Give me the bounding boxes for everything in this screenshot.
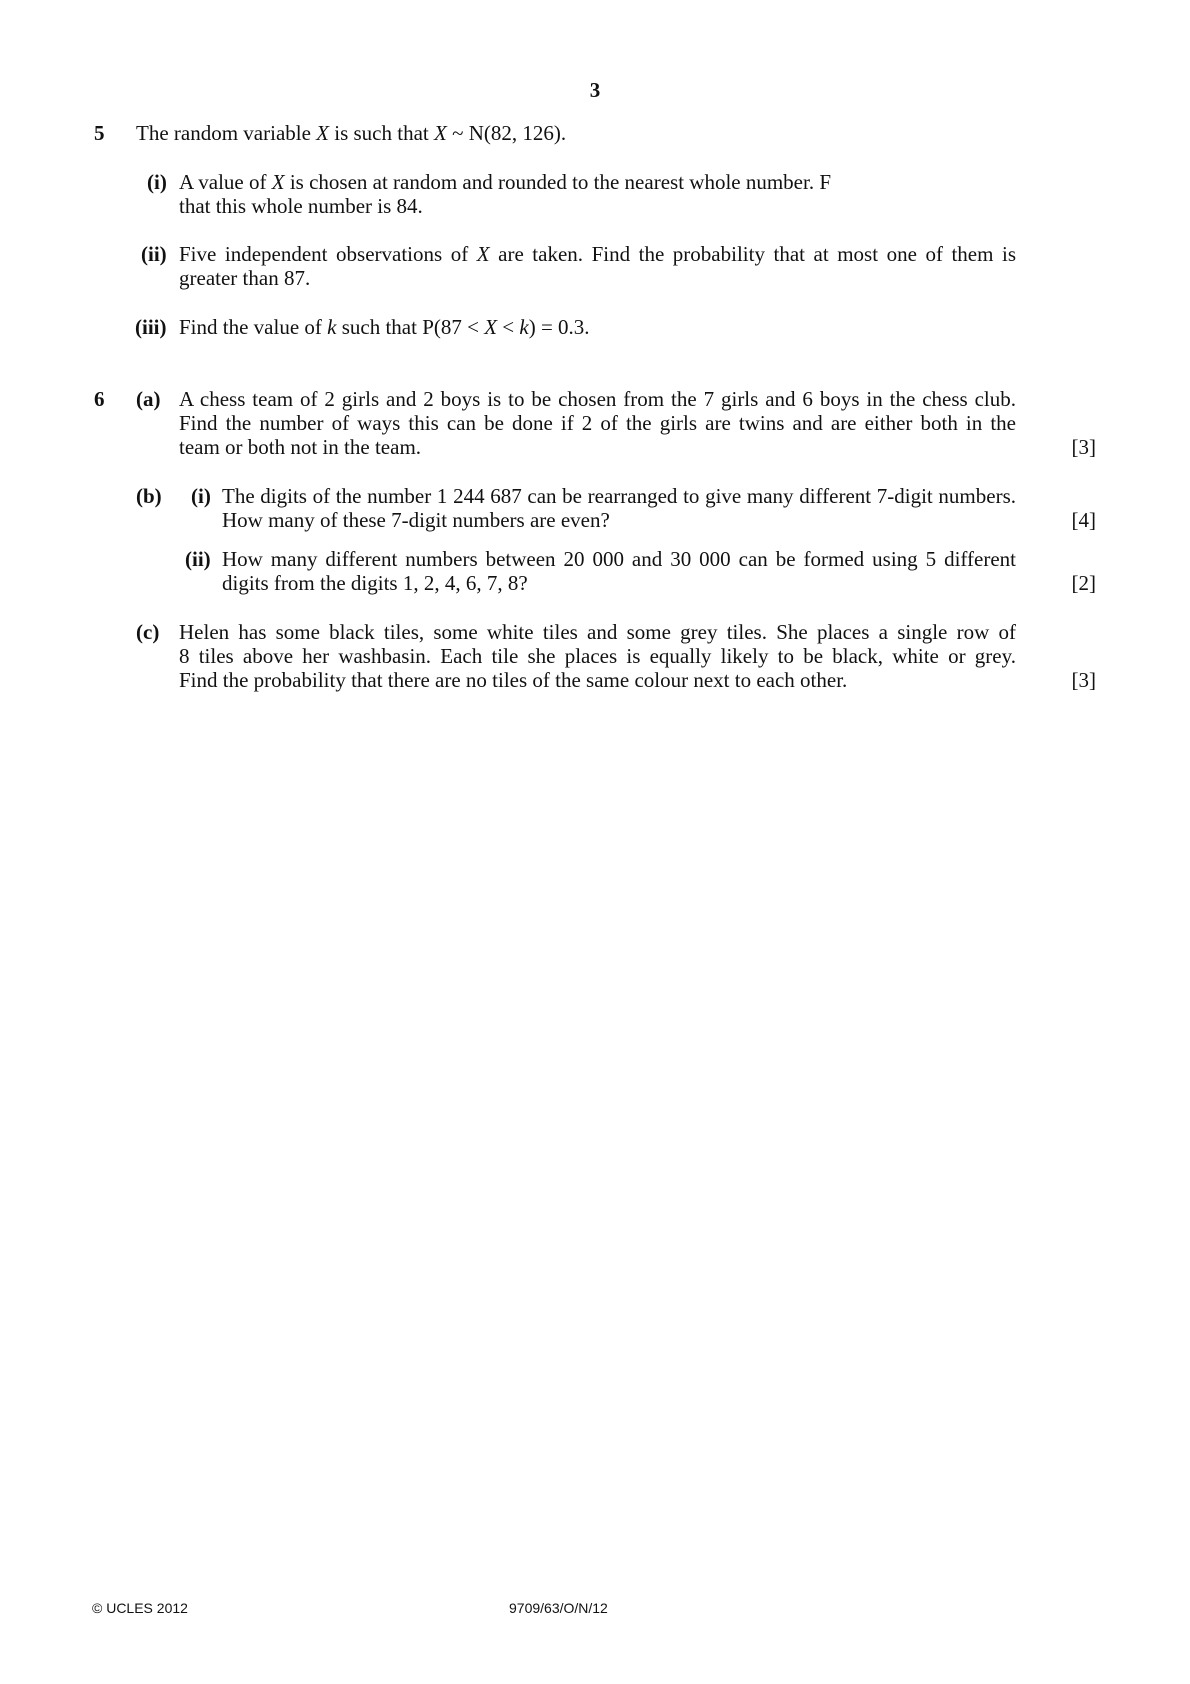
part-label: (iii)	[135, 315, 167, 339]
part-text-line: that this whole number is 84.	[179, 194, 423, 218]
part-text-line: How many of these 7-digit numbers are even?	[222, 508, 610, 532]
part-text-line: How many different numbers between 20 000 and 30 000 can be formed using 5 different	[222, 547, 1016, 571]
part-text-line: team or both not in the team.	[179, 435, 422, 459]
question-number: 6	[94, 387, 105, 411]
footer-paper-code: 9709/63/O/N/12	[509, 1600, 608, 1616]
part-text-line: Find the number of ways this can be done if 2 of the girls are twins and are either both in the	[179, 411, 1016, 435]
part-text-line: Helen has some black tiles, some white tiles and some grey tiles. She places a single row of	[179, 620, 1016, 644]
mark-allocation: [4]	[1071, 508, 1096, 532]
page-number: 3	[589, 78, 601, 102]
part-text-line: Find the probability that there are no tiles of the same colour next to each other.	[179, 668, 848, 692]
part-text-line: Find the value of k such that P(87 < X < k) = 0.3.	[179, 315, 590, 339]
part-label: (ii)	[141, 242, 167, 266]
question-number: 5	[94, 121, 105, 145]
mark-allocation: [3]	[1071, 435, 1096, 459]
part-text-line: A chess team of 2 girls and 2 boys is to be chosen from the 7 girls and 6 boys in the chess club.	[179, 387, 1016, 411]
part-text-line: A value of X is chosen at random and rounded to the nearest whole number. F	[179, 170, 832, 194]
part-label: (a)	[136, 387, 161, 411]
part-text-line: 8 tiles above her washbasin. Each tile she places is equally likely to be black, white or grey.	[179, 644, 1016, 668]
part-label: (b)	[136, 484, 162, 508]
part-text-line: greater than 87.	[179, 266, 311, 290]
part-text-line: Five independent observations of X are taken. Find the probability that at most one of them is	[179, 242, 1017, 266]
part-text-line: The digits of the number 1 244 687 can be rearranged to give many different 7-digit numbers.	[222, 484, 1016, 508]
subpart-label: (i)	[191, 484, 211, 508]
mark-allocation: [2]	[1071, 571, 1096, 595]
footer-copyright: © UCLES 2012	[92, 1600, 188, 1616]
mark-allocation: [3]	[1071, 668, 1096, 692]
part-label: (i)	[147, 170, 167, 194]
question-stem: The random variable X is such that X ~ N(82, 126).	[136, 121, 567, 145]
part-text-line: digits from the digits 1, 2, 4, 6, 7, 8?	[222, 571, 528, 595]
subpart-label: (ii)	[185, 547, 211, 571]
part-label: (c)	[136, 620, 160, 644]
